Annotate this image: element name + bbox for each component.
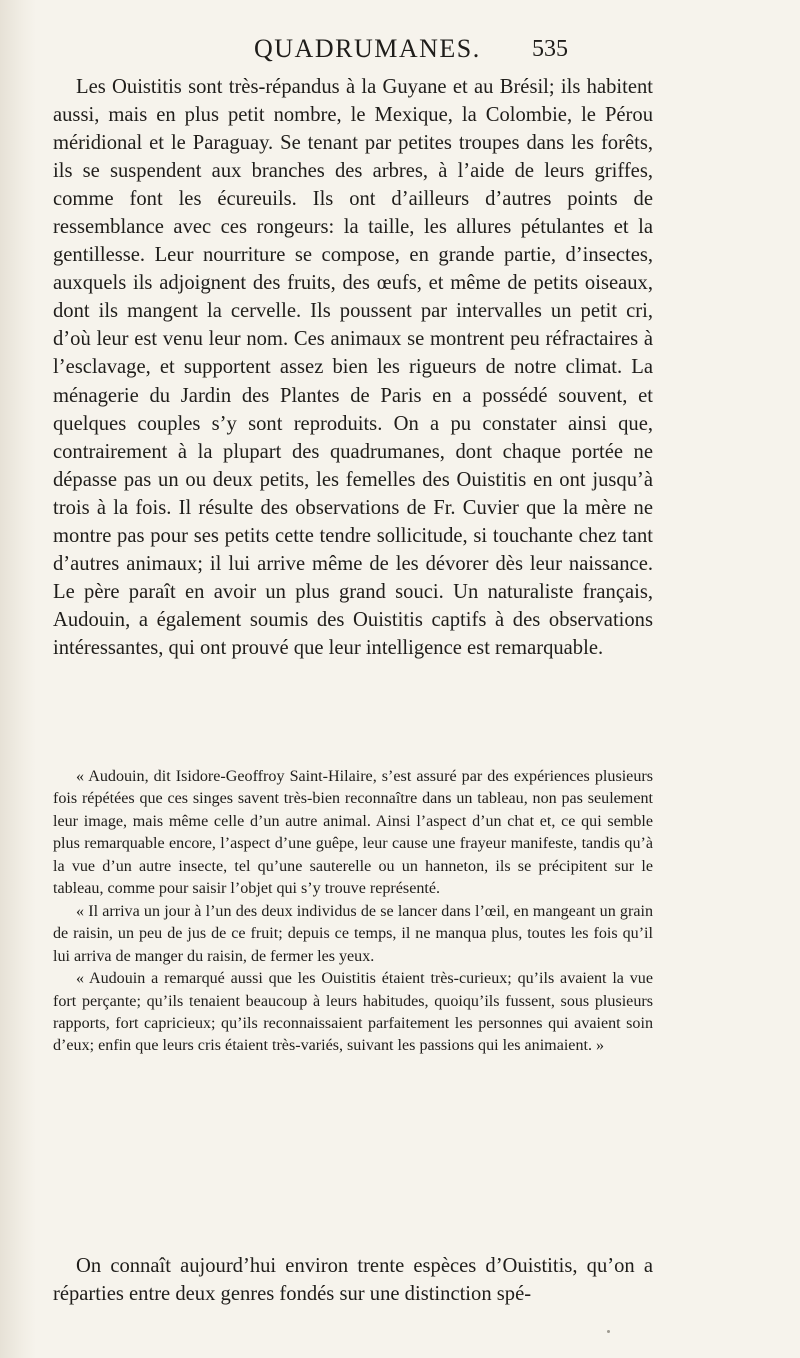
main-paragraph: Les Ouistitis sont très-répandus à la Guyane et au Brésil; ils habitent aussi, mais en plus petit nombre, le Mexique, la Colombie, le Pérou méridional et le Paraguay. Se tenant par petites troupes dans les forêts, ils se suspendent aux branches des arbres, à l’aide de leurs griffes, comme font les écureuils. Ils ont d’ailleurs d’autres points de ressemblance avec ces rongeurs: la taille, les allures pétulantes et la gentillesse. Leur nourriture se compose, en grande partie, d’insectes, auxquels ils adjoignent des fruits, des œufs, et même de petits oiseaux, dont ils mangent la cervelle. Ils poussent par intervalles un petit cri, d’où leur est venu leur nom. Ces animaux se montrent peu réfractaires à l’esclavage, et supportent assez bien les rigueurs de notre climat. La ménagerie du Jardin des Plantes de Paris en a possédé souvent, et quelques couples s’y sont reproduits. On a pu constater ainsi que, contrairement à la plupart des quadrumanes, dont chaque portée ne dépasse pas un ou deux petits, les femelles des Ouistitis en ont jusqu’à trois à la fois. Il résulte des observations de Fr. Cuvier que la mère ne montre pas pour ses petits cette tendre sollicitude, si touchante chez tant d’autres animaux; il lui arrive même de les dévorer dès leur naissance. Le père paraît en avoir un plus grand souci. Un naturaliste français, Audouin, a également soumis des Ouistitis captifs à des observations intéressantes, qui ont prouvé que leur intelligence est remarquable. [53, 76, 653, 659]
quote-paragraph-3: « Audouin a remarqué aussi que les Ouistitis étaient très-curieux; qu’ils avaient la vue fort perçante; qu’ils tenaient beaucoup à leurs habitudes, quoiqu’ils fussent, sous plusieurs rapports, fort capricieux; qu’ils reconnaissaient parfaitement les personnes qui avaient soin d’eux; enfin que leurs cris étaient très-variés, suivant les passions qui les animaient. » [53, 970, 653, 1055]
quotation-block [53, 766, 653, 1058]
running-title: QUADRUMANES. [254, 34, 481, 63]
quote-paragraph-1: « Audouin, dit Isidore-Geoffroy Saint-Hilaire, s’est assuré par des expériences plusieurs fois répétées que ces singes savent très-bien reconnaître dans un tableau, non pas seulement leur image, mais même celle d’un autre animal. Ainsi l’aspect d’un chat et, ce qui semble plus remarquable encore, l’aspect d’une guêpe, leur cause une frayeur manifeste, tandis qu’à la vue d’un autre insecte, tel qu’une sauterelle ou un hanneton, ils se précipitent sur le tableau, comme pour saisir l’objet qui s’y trouve représenté. [53, 768, 653, 898]
running-head [0, 34, 800, 64]
closing-paragraph: On connaît aujourd’hui environ trente espèces d’Ouistitis, qu’on a réparties entre deux genres fondés sur une distinction spé- [53, 1255, 653, 1306]
paper-speck [607, 1330, 610, 1333]
page-gutter-shadow [0, 0, 36, 1358]
quote-paragraph-2: « Il arriva un jour à l’un des deux individus de se lancer dans l’œil, en mangeant un grain de raisin, un peu de jus de ce fruit; depuis ce temps, il ne manqua plus, toutes les fois qu’il lui arriva de manger du raisin, de fermer les yeux. [53, 902, 653, 965]
page-number: 535 [532, 36, 568, 62]
